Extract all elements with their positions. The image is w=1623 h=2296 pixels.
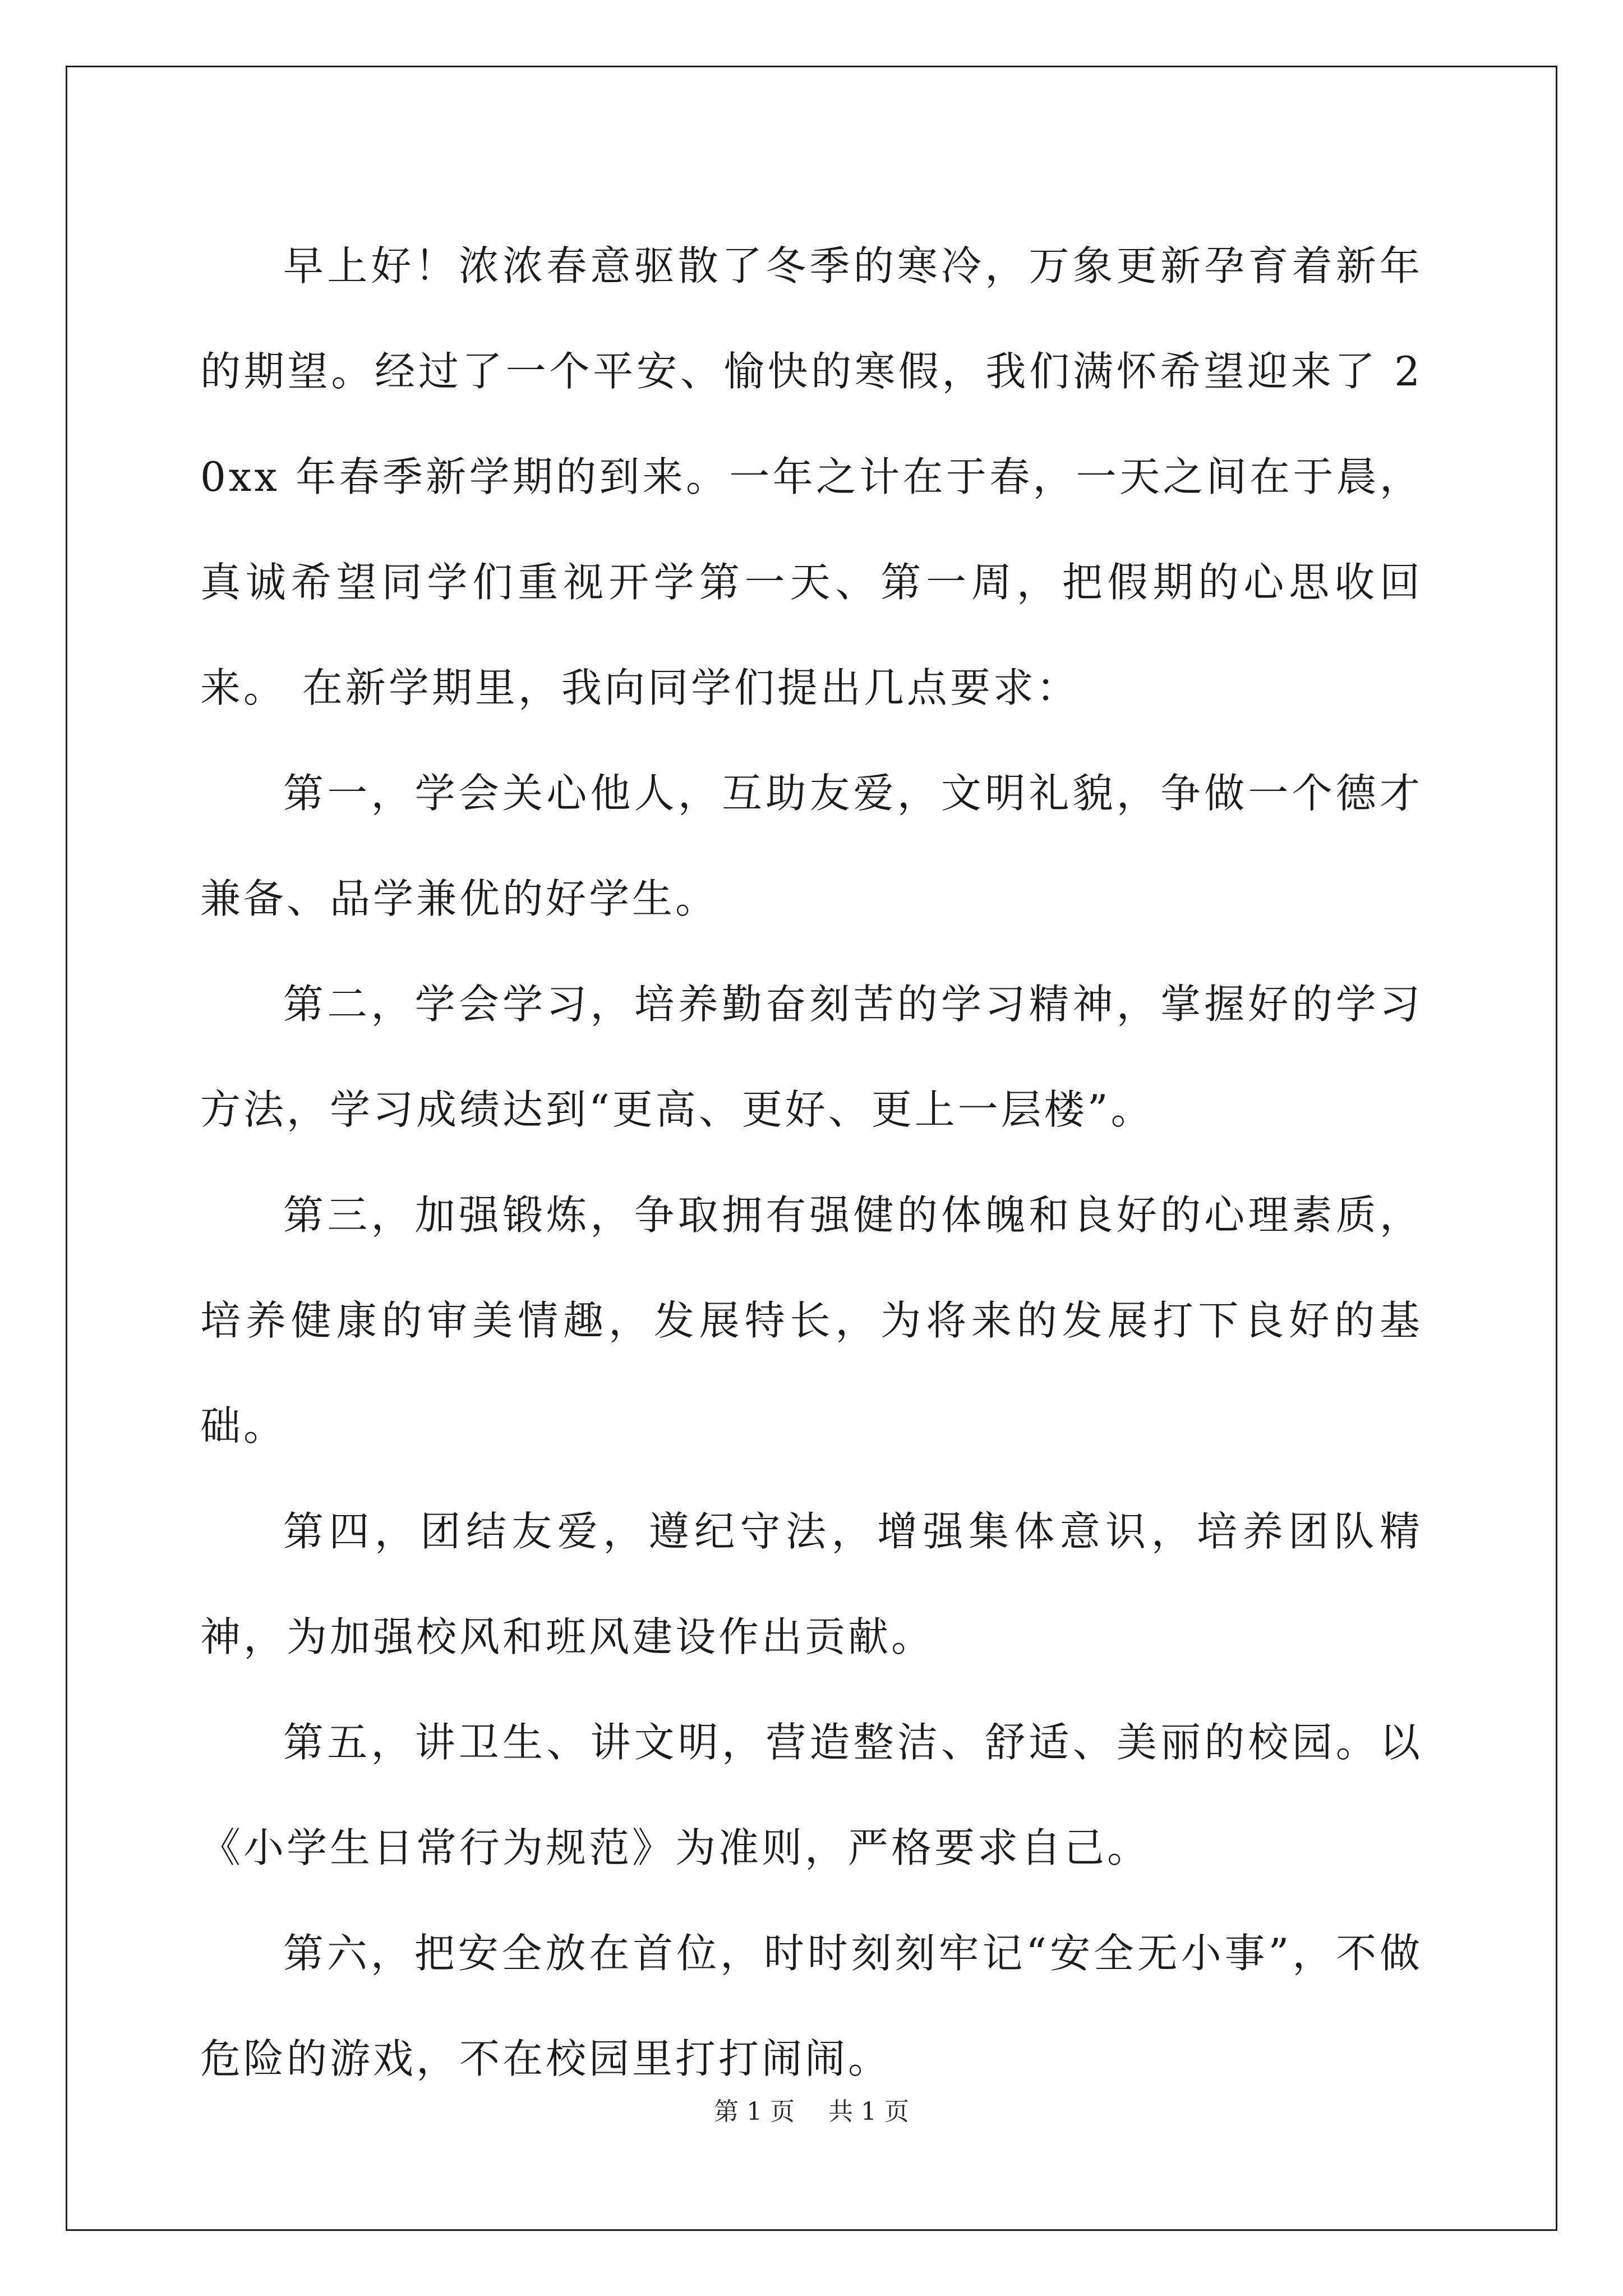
page-footer (0, 2095, 1623, 2129)
paragraph-requirement-3: 第三，加强锻炼，争取拥有强健的体魄和良好的心理素质，培养健康的审美情趣，发展特长，为将来的发展打下良好的基础。 (200, 1191, 1423, 1450)
paragraph-greeting: 早上好！浓浓春意驱散了冬季的寒冷，万象更新孕育着新年的期望。经过了一个平安、愉快的寒假，我们满怀希望迎来了 20xx 年春季新学期的到来。一年之计在于春，一天之间在于晨，真诚希望同学们重视开学第一天、第一周，把假期的心思收回来。 在新学期里，我向同学们提出几点要求： (200, 242, 1423, 711)
paragraph-requirement-5: 第五，讲卫生、讲文明，营造整洁、舒适、美丽的校园。以《小学生日常行为规范》为准则，严格要求自己。 (200, 1719, 1423, 1871)
document-body (200, 213, 1423, 2111)
paragraph-requirement-2: 第二，学会学习，培养勤奋刻苦的学习精神，掌握好的学习方法，学习成绩达到“更高、更好、更上一层楼”。 (200, 981, 1423, 1133)
paragraph-requirement-6: 第六，把安全放在首位，时时刻刻牢记“安全无小事”，不做危险的游戏，不在校园里打打闹闹。 (200, 1930, 1423, 2082)
page-number: 第 1 页 (714, 2097, 795, 2126)
page-total: 共 1 页 (828, 2097, 909, 2126)
paragraph-requirement-1: 第一，学会关心他人，互助友爱，文明礼貌，争做一个德才兼备、品学兼优的好学生。 (200, 770, 1423, 922)
paragraph-requirement-4: 第四，团结友爱，遵纪守法，增强集体意识，培养团队精神，为加强校风和班风建设作出贡献。 (200, 1508, 1423, 1660)
